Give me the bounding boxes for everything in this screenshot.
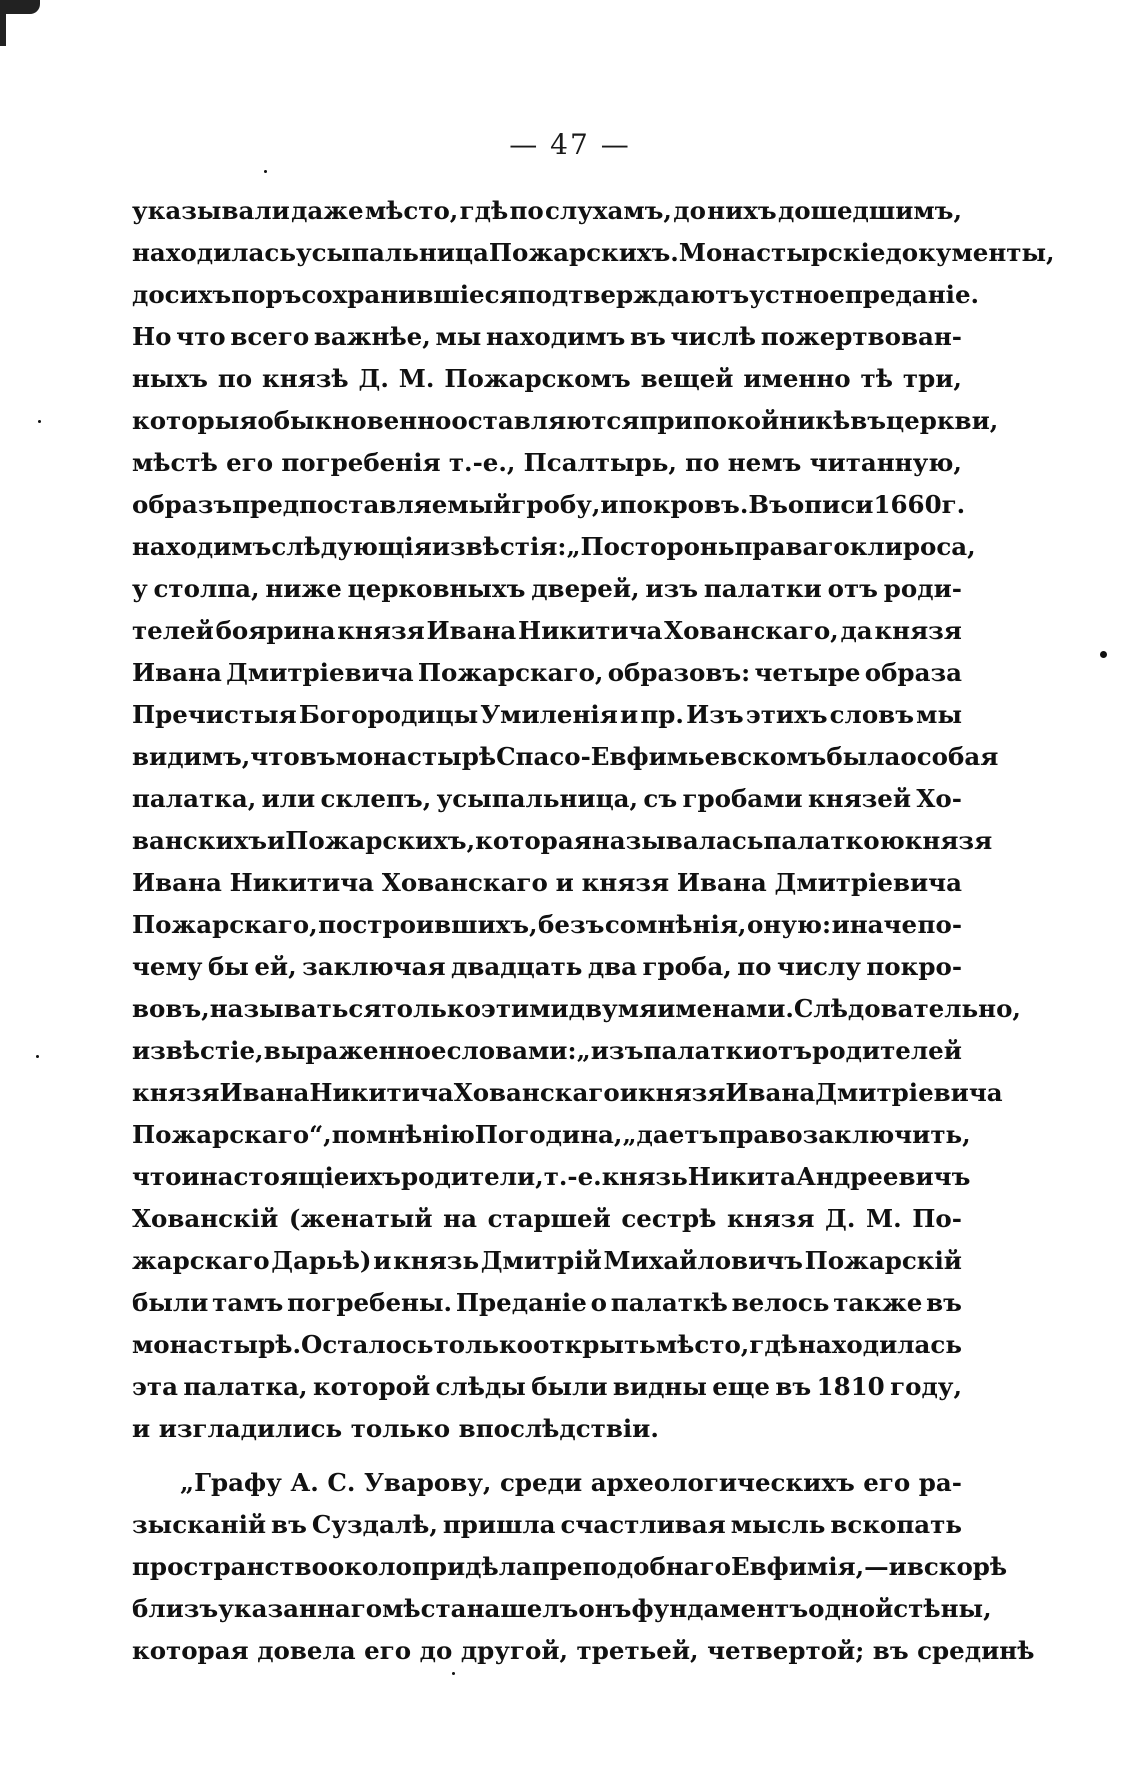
text-line: монастырѣ. Осталось только открыть мѣсто, гдѣ находилась xyxy=(132,1330,962,1359)
scan-speck xyxy=(38,420,41,423)
scan-edge-mark xyxy=(0,0,40,14)
text-line: эта палатка, которой слѣды были видны еще въ 1810 году, xyxy=(132,1372,962,1401)
text-line: находилась усыпальница Пожарскихъ. Монастырскіе документы, xyxy=(132,238,1055,267)
text-line: извѣстіе, выраженное словами: „изъ палатки отъ родителей xyxy=(132,1036,962,1065)
text-line: пространство около придѣла преподобнаго Евфимія,—и вскорѣ xyxy=(132,1552,1008,1581)
text-line: близъ указаннаго мѣста нашелъ онъ фундаментъ одной стѣны, xyxy=(132,1594,992,1623)
text-line: что и настоящіе ихъ родители, т.-е. князь Никита Андреевичъ xyxy=(132,1162,971,1191)
text-line: которыя обыкновенно оставляются при покойникѣ въ церкви, xyxy=(132,406,999,435)
scan-speck xyxy=(1100,651,1107,658)
scan-speck xyxy=(452,1672,455,1675)
text-line: находимъ слѣдующія извѣстія: „По сторонь праваго клироса, xyxy=(132,532,976,561)
text-line: мѣстѣ его погребенія т.-е., Псалтырь, по немъ читанную, xyxy=(132,448,962,477)
text-line: жарскаго Дарьѣ) и князь Дмитрій Михайловичъ Пожарскій xyxy=(132,1246,962,1275)
text-line: у столпа, ниже церковныхъ дверей, изъ палатки отъ роди- xyxy=(132,574,962,603)
text-line: князя Ивана Никитича Хованскаго и князя Ивана Дмитріевича xyxy=(132,1078,1003,1107)
text-line: образъ предпоставляемый гробу, и покровъ. Въ описи 1660 г. xyxy=(132,490,966,519)
text-line: указывали даже мѣсто, гдѣ по слухамъ, до нихъ дошедшимъ, xyxy=(132,196,962,225)
text-line: Ивана Дмитріевича Пожарскаго, образовъ: четыре образа xyxy=(132,658,962,687)
text-line: Пречистыя Богородицы Умиленія и пр. Изъ этихъ словъ мы xyxy=(132,700,962,729)
text-line: Пожарскаго“, по мнѣнію Погодина, „даетъ право заключить, xyxy=(132,1120,971,1149)
text-line: были тамъ погребены. Преданіе о палаткѣ велось также въ xyxy=(132,1288,962,1317)
text-line: телей боярина князя Ивана Никитича Хованскаго, да князя xyxy=(132,616,962,645)
text-line: зысканій въ Суздалѣ, пришла счастливая мысль вскопать xyxy=(132,1510,962,1539)
text-line: которая довела его до другой, третьей, четвертой; въ срединѣ xyxy=(132,1636,1035,1665)
body-text xyxy=(132,190,1055,1672)
paragraph-1 xyxy=(132,190,1055,1450)
text-line: ванскихъ и Пожарскихъ, которая называлась палаткою князя xyxy=(132,826,993,855)
text-line: чему бы ей, заключая двадцать два гроба, по числу покро- xyxy=(132,952,962,981)
text-line: видимъ, что въ монастырѣ Спасо-Евфимьевскомъ была особая xyxy=(132,742,999,771)
text-line: Хованскій (женатый на старшей сестрѣ князя Д. М. По- xyxy=(132,1204,962,1233)
paragraph-2 xyxy=(132,1462,1035,1672)
text-line: Ивана Никитича Хованскаго и князя Ивана Дмитріевича xyxy=(132,868,962,897)
text-line: Но что всего важнѣе, мы находимъ въ числѣ пожертвован- xyxy=(132,322,962,351)
page-number: — 47 — xyxy=(509,128,631,161)
text-line: до сихъ поръ сохранившіеся подтверждаютъ устное преданіе. xyxy=(132,280,980,309)
text-line: и изгладились только впослѣдствіи. xyxy=(132,1414,659,1443)
text-line: „Графу А. С. Уварову, среди археологическихъ его ра- xyxy=(180,1468,962,1497)
text-line: Пожарскаго, построившихъ, безъ сомнѣнія, оную: иначе по- xyxy=(132,910,962,939)
scan-speck xyxy=(264,170,267,173)
text-line: палатка, или склепъ, усыпальница, съ гробами князей Хо- xyxy=(132,784,962,813)
text-line: ныхъ по князѣ Д. М. Пожарскомъ вещей именно тѣ три, xyxy=(132,364,962,393)
scan-edge-mark xyxy=(0,0,6,46)
scan-speck xyxy=(36,1055,39,1058)
text-line: вовъ, называться только этими двумя именами. Слѣдовательно, xyxy=(132,994,1021,1023)
